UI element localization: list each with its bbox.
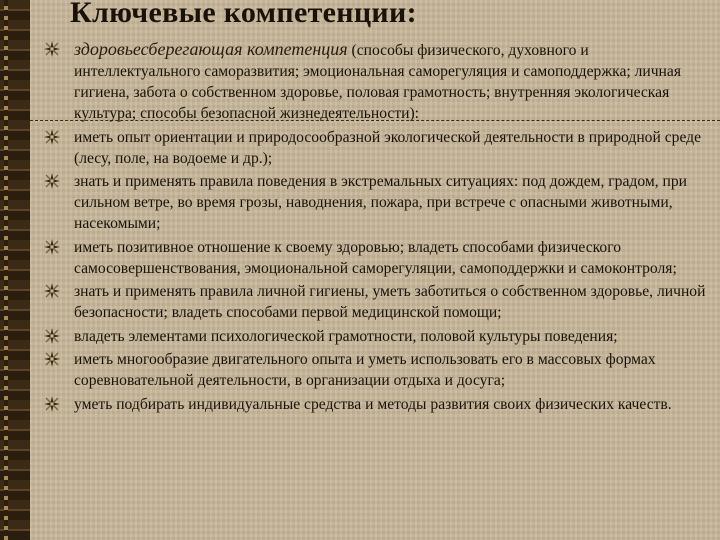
ornamental-cross-icon: [43, 395, 61, 413]
ornamental-cross-icon: [43, 350, 61, 368]
slide-title: Ключевые компетенции:: [70, 0, 417, 29]
item-text: знать и применять правила личной гигиены, уметь заботиться о собственном здоровье, личной безопасности; владеть способами первой медицинской помощи;: [74, 283, 706, 321]
ornamental-cross-icon: [43, 327, 61, 345]
list-item: [43, 394, 715, 415]
list-item: [43, 171, 715, 234]
item-text: владеть элементами психологической грамотности, половой культуры поведения;: [74, 327, 618, 345]
item-text: иметь позитивное отношение к своему здоровью; владеть способами физического самосовершенствования, эмоциональной саморегуляции, самоподдержки и самоконтроля;: [74, 238, 677, 277]
list-item: [43, 127, 715, 169]
border-stripe: [4, 0, 8, 540]
item-text: иметь опыт ориентации и природосообразной экологической деятельности в природной среде (лесу, поле, на водоеме и др.);: [74, 128, 702, 167]
item-text: уметь подбирать индивидуальные средства и методы развития своих физических качеств.: [74, 395, 672, 413]
item-text: иметь многообразие двигательного опыта и уметь использовать его в массовых формах соревновательной деятельности, в организации отдыха и досуга;: [74, 351, 656, 389]
list-item: [43, 326, 715, 347]
ornamental-cross-icon: [43, 282, 61, 300]
ornamental-cross-icon: [43, 238, 61, 256]
list-item: [43, 39, 715, 124]
list-item: [43, 237, 715, 279]
item-text: (способы физического, духовного и интеллектуального саморазвития; эмоциональная саморегуляция и самоподдержка; личная гигиена, забота о собственном здоровье, половая грамотность; внутренняя экологическая культура; способы безопасной жизнедеятельности):: [74, 42, 681, 122]
list-item: [43, 349, 715, 391]
ornamental-cross-icon: [43, 172, 61, 190]
bullet-list: [43, 39, 715, 417]
decorative-side-border: [0, 0, 30, 540]
competence-name: здоровьесберегающая компетенция: [74, 39, 348, 59]
ornamental-cross-icon: [43, 40, 61, 58]
list-item: [43, 281, 715, 323]
ornamental-cross-icon: [43, 128, 61, 146]
item-text: знать и применять правила поведения в экстремальных ситуациях: под дождем, градом, при сильном ветре, во время грозы, наводнения, пожара, при встрече с опасными животными, насекомыми;: [74, 173, 687, 232]
